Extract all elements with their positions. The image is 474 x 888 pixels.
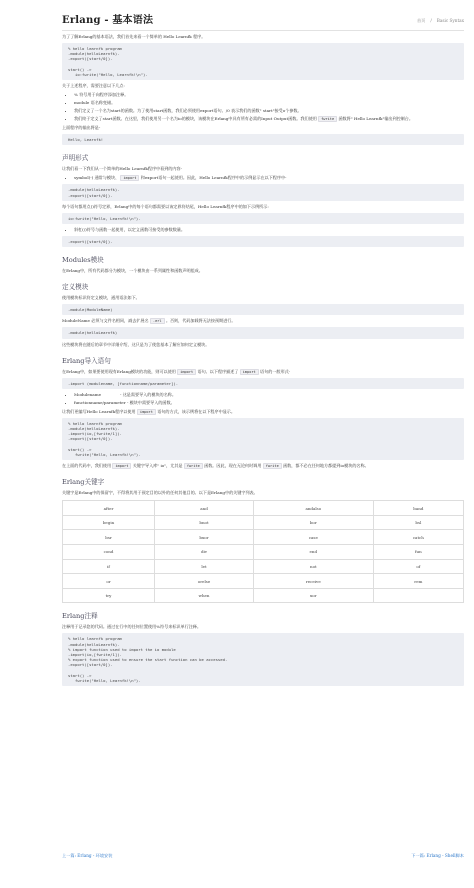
table-row (63, 545, 464, 560)
inline-code: .erl (150, 318, 165, 324)
define-paragraph-2: ModuleName 必须与文件名相同，减去扩展名 .erl 。否则，代码加载将无法按预期进行。 (62, 318, 236, 324)
breadcrumb-separator: / (430, 18, 432, 23)
list-item: • functionname/parameter - 模块中需要导入的函数。 (74, 400, 464, 406)
table-cell: xor (253, 588, 373, 603)
intro-paragraph: 为了了解Erlang的基本语法，我们首先来看一个简单的 Hello Learnfk 程序。 (62, 34, 206, 39)
inline-code: fwrite (263, 463, 282, 469)
page-header (62, 0, 464, 26)
list-item: • 我们终于定义了start函数。在这里，我们使用另一个名为io的模块，该模块在Erlang中具有所有必需的Input Output函数。我们使用 fwrite 函数将" Hello Learnfk"输出到控制台。 (74, 116, 464, 122)
code-block-module: -module(helloLearnfk). -export([start/0]). (62, 184, 464, 200)
table-cell: case (253, 530, 373, 545)
code-block-output: Hello, Learnfk! (62, 134, 464, 145)
list-item: • 我们定义了一个名为start的函数。为了使用start函数，我们必须使用export语句。/0 表示我们的函数" start"接受o个参数。 (74, 108, 464, 114)
list-item: • symbol(-) 通常与模块、 import 和export语句一起使用。因此，Hello Learnfk程序中的示例显示在以下程序中- (74, 175, 464, 181)
table-cell: rem (373, 574, 463, 589)
section-heading-define: 定义模块 (62, 283, 89, 292)
code-block-fwrite: io:fwrite("Hello, Learnfk!\n"). (62, 213, 464, 224)
table-cell: bsl (373, 515, 463, 530)
inline-code: import (240, 369, 259, 375)
table-cell: orelse (155, 574, 254, 589)
table-cell: or (63, 574, 155, 589)
table-cell (373, 588, 463, 603)
code-block-import-example: % hello learnfk program -module(helloLearnfk). -import(io,[fwrite/1]). -export([start/0]). start() -> fwrite("Hello, Learnfk!\n"). (62, 418, 464, 460)
breadcrumb-current: Basic Syntax (436, 18, 464, 23)
define-paragraph: 使用模块标识符定义模块，通用语法如下。 (62, 295, 140, 301)
breadcrumb-home[interactable]: 首页 (416, 18, 426, 23)
notes-list (62, 92, 464, 122)
table-cell: bor (253, 515, 373, 530)
statement-list (62, 175, 464, 181)
table-cell: let (155, 559, 254, 574)
table-cell: andalso (253, 501, 373, 516)
code-block-comments: % hello learnfk program -module(helloLearnfk). % import function used to import the io module -import(io,[fwrite/1]). % export function used to ensure the start function can be accessed. -export([start/0]). start() -> fwrite("Hello, Learnfk!\n"). (62, 633, 464, 686)
inline-code: import (177, 369, 196, 375)
code-block-hello: % hello learnfk program -module(helloLearnfk). -export([start/0]). start() -> io:fwrite("Hello, Learnfk!\n"). (62, 43, 464, 80)
inline-code: import (112, 463, 131, 469)
output-paragraph: 上面程序的输出将是- (62, 125, 101, 131)
comments-paragraph: 注释用于记录您的代码。通过在行中的任何位置使用%符号来标识单行注释。 (62, 624, 201, 630)
section-heading-keywords: Erlang关键字 (62, 478, 105, 487)
modules-paragraph: 在Erlang中，所有代码都分为模块，一个模块由一系列属性和函数声明组成。 (62, 268, 203, 274)
section-heading-modules: Modules模块 (62, 256, 104, 265)
pager (62, 853, 464, 859)
inline-code: import (137, 409, 156, 415)
inline-code: fwrite (184, 463, 203, 469)
table-cell: cond (63, 545, 155, 560)
keywords-paragraph: 关键字是Erlang中的保留字，不得将其用于预定目的以外的任何其他目的。以下是Erlang中的关键字列表。 (62, 490, 258, 496)
table-row (63, 501, 464, 516)
import-paragraph-2: 让我们更编写Hello Learnfk程序以使用 import 语句的方式，该示例将在以下程序中显示。 (62, 408, 235, 414)
next-link[interactable]: 下一篇: Erlang - Shell脚本 (411, 853, 464, 858)
import-list (62, 392, 464, 406)
table-cell: after (63, 501, 155, 516)
list-item: • % 符号用于向程序添加注释。 (74, 92, 464, 98)
code-block-export: -export([start/0]). (62, 236, 464, 247)
import-paragraph-3: 在上面的代码中，我们使用 import 关键字导入库" io"，尤其是 fwrite 函数。因此，现在无论何时调用 fwrite 函数，都不必在任何地方都提到io模块的名称。 (62, 463, 369, 469)
table-row (63, 559, 464, 574)
table-cell: if (63, 559, 155, 574)
list-item: • module 语名称变储。 (74, 100, 464, 106)
keywords-table (62, 500, 464, 603)
table-row (63, 530, 464, 545)
table-cell: and (155, 501, 254, 516)
breadcrumb (417, 18, 464, 26)
table-cell: begin (63, 515, 155, 530)
table-row (63, 574, 464, 589)
inline-code: import (120, 175, 139, 181)
section-heading-statement: 声明形式 (62, 154, 89, 163)
table-cell: bxor (155, 530, 254, 545)
statement-list-2 (62, 227, 464, 233)
inline-code: fwrite (318, 116, 337, 122)
title-divider (62, 30, 464, 31)
code-block-module-syntax: -module(ModuleName) (62, 304, 464, 315)
table-cell: try (63, 588, 155, 603)
prev-link[interactable]: 上一篇: Erlang - 环境安装 (62, 853, 113, 858)
statement-paragraph-2: 每个语句都用点()符号定界，Erlang中的每个语句都需要以该定界符结尾，Hello Learnfk程序中的如下示例所示: (62, 203, 269, 209)
page-title: Erlang - 基本语法 (62, 15, 154, 26)
notes-paragraph: 关于上述程序，需要注意以下几点: (62, 83, 125, 89)
table-cell: end (253, 545, 373, 560)
define-paragraph-3: 这些模块将在随后的章节中详细介绍，这只是为了使您基本了解应如何定义模块。 (62, 341, 210, 347)
import-paragraph: 在Erlang中，如果要使用现有Erlang模块的功能，则可以使用 import 语句。以下程序描述了 import 语句的一般形式- (62, 368, 291, 374)
table-cell: fun (373, 545, 463, 560)
code-block-import-syntax: -import (modulename, [functionname/parameter]). (62, 378, 464, 389)
section-heading-comments: Erlang注释 (62, 612, 98, 621)
table-cell: receive (253, 574, 373, 589)
statement-paragraph: 让我们看一下我们从一个简单的Hello Learnfk程序中看到的内容- (62, 166, 182, 172)
list-item: • 斜杠(/)符号与函数一起使用，以定义函数可接受的参数数量。 (74, 227, 464, 233)
table-cell: bnot (155, 515, 254, 530)
table-cell: not (253, 559, 373, 574)
table-cell: div (155, 545, 254, 560)
table-cell: bsr (63, 530, 155, 545)
list-item: • Modulename - 这是需要导入的模块的名称。 (74, 392, 464, 398)
table-cell: of (373, 559, 463, 574)
table-cell: catch (373, 530, 463, 545)
table-row (63, 588, 464, 603)
code-block-module-example: -module(helloLearnfk) (62, 327, 464, 338)
section-heading-import: Erlang导入语句 (62, 356, 111, 365)
table-cell: when (155, 588, 254, 603)
table-row (63, 515, 464, 530)
table-cell: band (373, 501, 463, 516)
